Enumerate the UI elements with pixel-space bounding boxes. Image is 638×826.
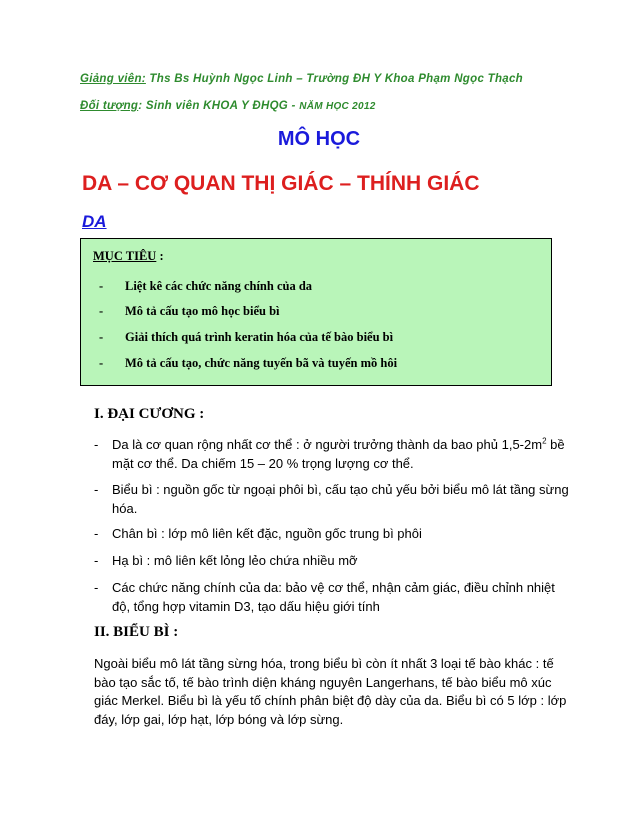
audience-value: : Sinh viên KHOA Y ĐHQG - xyxy=(138,100,300,112)
bullet-dash: - xyxy=(99,356,104,370)
objective-text: Liệt kê các chức năng chính của da xyxy=(125,279,313,293)
bullet-dash: - xyxy=(94,482,99,497)
objective-item xyxy=(99,356,397,371)
lecturer-value: Ths Bs Huỳnh Ngọc Linh – Trường ĐH Y Khoa Phạm Ngọc Thạch xyxy=(145,73,524,85)
lecturer-line xyxy=(80,73,523,85)
bullet-text: Hạ bì : mô liên kết lỏng lẻo chứa nhiều mỡ xyxy=(112,553,358,568)
bullet-dash: - xyxy=(99,330,104,344)
objective-text: Giải thích quá trình keratin hóa của tế bào biểu bì xyxy=(125,330,394,344)
section-1-bullet xyxy=(94,481,574,518)
audience-label: Đối tượng xyxy=(80,100,139,112)
section-2-heading: II. BIỂU BÌ : xyxy=(94,624,179,640)
section-2-paragraph: Ngoài biểu mô lát tầng sừng hóa, trong biểu bì còn ít nhất 3 loại tế bào khác : tế bào tạo sắc tố, tế bào trình diện kháng nguyên Langerhans, tế bào biểu mô xúc giác Merkel. Biểu bì là yếu tố chính phân biệt độ dày của da. Biểu bì có 5 lớp : lớp đáy, lớp gai, lớp hạt, lớp bóng và lớp sừng. xyxy=(94,656,567,727)
page-subtitle: DA – CƠ QUAN THỊ GIÁC – THÍNH GIÁC xyxy=(82,172,480,195)
bullet-dash: - xyxy=(99,304,104,318)
bullet-dash: - xyxy=(94,437,99,452)
superscript: 2 xyxy=(542,436,547,446)
bullet-text: Biểu bì : nguồn gốc từ ngoại phôi bì, cấu tạo chủ yếu bởi biểu mô lát tầng sừng hóa. xyxy=(112,482,569,516)
objective-item xyxy=(99,330,393,345)
objectives-heading-suffix: : xyxy=(156,249,164,263)
bullet-dash: - xyxy=(99,279,104,293)
section-1-bullet xyxy=(94,552,574,571)
section-1-bullet xyxy=(94,525,574,544)
section-1-bullet xyxy=(94,579,574,616)
bullet-text: Chân bì : lớp mô liên kết đặc, nguồn gốc trung bì phôi xyxy=(112,526,422,541)
section-da-heading: DA xyxy=(82,212,107,231)
objectives-box xyxy=(80,238,552,386)
objective-item xyxy=(99,279,312,294)
bullet-text xyxy=(112,436,574,473)
bullet-dash: - xyxy=(94,553,99,568)
audience-line xyxy=(80,100,376,112)
objective-text: Mô tả cấu tạo, chức năng tuyến bã và tuyến mồ hôi xyxy=(125,356,398,370)
audience-year: NĂM HỌC 2012 xyxy=(299,101,376,112)
objective-item xyxy=(99,304,280,319)
bullet-dash: - xyxy=(94,580,99,595)
bullet-dash: - xyxy=(94,526,99,541)
bullet-text-part: bề mặt cơ thể. Da chiếm 15 – 20 % trọng lượng cơ thể. xyxy=(112,437,565,471)
bullet-text: Các chức năng chính của da: bảo vệ cơ thể, nhận cảm giác, điều chỉnh nhiệt độ, tổng hợp vitamin D3, tạo dấu hiệu giới tính xyxy=(112,580,555,614)
objectives-heading xyxy=(93,249,164,264)
bullet-text-part: Da là cơ quan rộng nhất cơ thể : ở người trưởng thành da bao phủ 1,5-2m xyxy=(112,437,543,452)
objectives-heading-text: MỤC TIÊU xyxy=(93,249,157,263)
section-1-bullet xyxy=(94,436,574,473)
section-1-heading: I. ĐẠI CƯƠNG : xyxy=(94,406,205,422)
objective-text: Mô tả cấu tạo mô học biểu bì xyxy=(125,304,280,318)
lecturer-label: Giảng viên: xyxy=(80,73,146,85)
page-title: MÔ HỌC xyxy=(277,128,361,150)
